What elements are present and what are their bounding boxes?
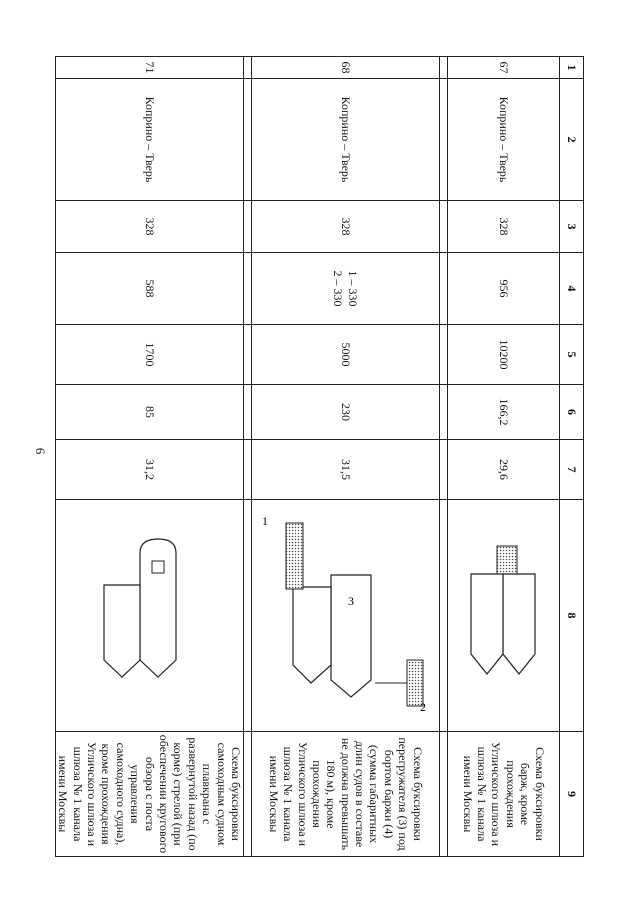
route-cell: Коприно – Тверь [252,79,440,201]
value-cell: 1700 [55,325,243,385]
route-cell: Коприно – Тверь [448,79,560,201]
value-line: 1 – 330 [346,270,361,307]
scheme-cell [252,500,440,732]
column-header: 2 [560,79,584,201]
spacer-row [440,57,448,857]
barges-scheme-icon [454,516,554,716]
value-cell: 328 [55,201,243,253]
table-container [56,56,584,856]
description-cell: Схема буксировки барж, кроме прохождения Угличского шлюза и шлюза № 1 канала имени Москвы [448,732,560,857]
column-header: 8 [560,500,584,732]
value-cell: 29,6 [448,440,560,500]
pusher-convoy-scheme-icon [256,505,436,727]
column-header: 5 [560,325,584,385]
value-cell: 166,2 [448,385,560,440]
column-header: 1 [560,57,584,79]
header-row [560,57,584,857]
spacer-row [244,57,252,857]
scheme-cell [55,500,243,732]
page-number: 6 [33,447,48,455]
value-cell: 230 [252,385,440,440]
value-cell: 328 [448,201,560,253]
column-header: 4 [560,253,584,325]
description-cell: Схема буксировки самоходным судном плавкрана с развернутой назад (по корме) стрелой (при обеспечении кругового обзора с поста управления самоходного судна), кроме прохождения Угличского шлюза и шлюза № 1 канала имени Москвы [55,732,243,857]
column-header: 6 [560,385,584,440]
scheme-label: 3 [348,593,355,608]
value-cell: 328 [252,201,440,253]
value-cell: 31,2 [55,440,243,500]
value-cell [252,253,440,325]
column-header: 7 [560,440,584,500]
value-cell: 10200 [448,325,560,385]
table-row [55,57,243,857]
value-cell: 31,5 [252,440,440,500]
column-header: 3 [560,201,584,253]
scheme-cell [448,500,560,732]
table-row [252,57,440,857]
route-cell: Коприно – Тверь [55,79,243,201]
description-cell: Схема буксировки перегружателя (3) под бортом баржи (4) (сумма габаритных длин судов в составе не должна превышать 180 м), кроме прохождения Угличского шлюза и шлюза № 1 канала имени Москвы [252,732,440,857]
self-propelled-scheme-icon [64,505,234,727]
row-number: 68 [252,57,440,79]
row-number: 71 [55,57,243,79]
value-line: 2 – 330 [331,270,346,307]
schedule-table [55,56,584,857]
table-row [448,57,560,857]
column-header: 9 [560,732,584,857]
value-cell: 588 [55,253,243,325]
value-cell: 5000 [252,325,440,385]
scheme-label: 2 [420,699,427,714]
scheme-label: 1 [262,513,269,528]
row-number: 67 [448,57,560,79]
value-cell: 956 [448,253,560,325]
value-cell: 85 [55,385,243,440]
